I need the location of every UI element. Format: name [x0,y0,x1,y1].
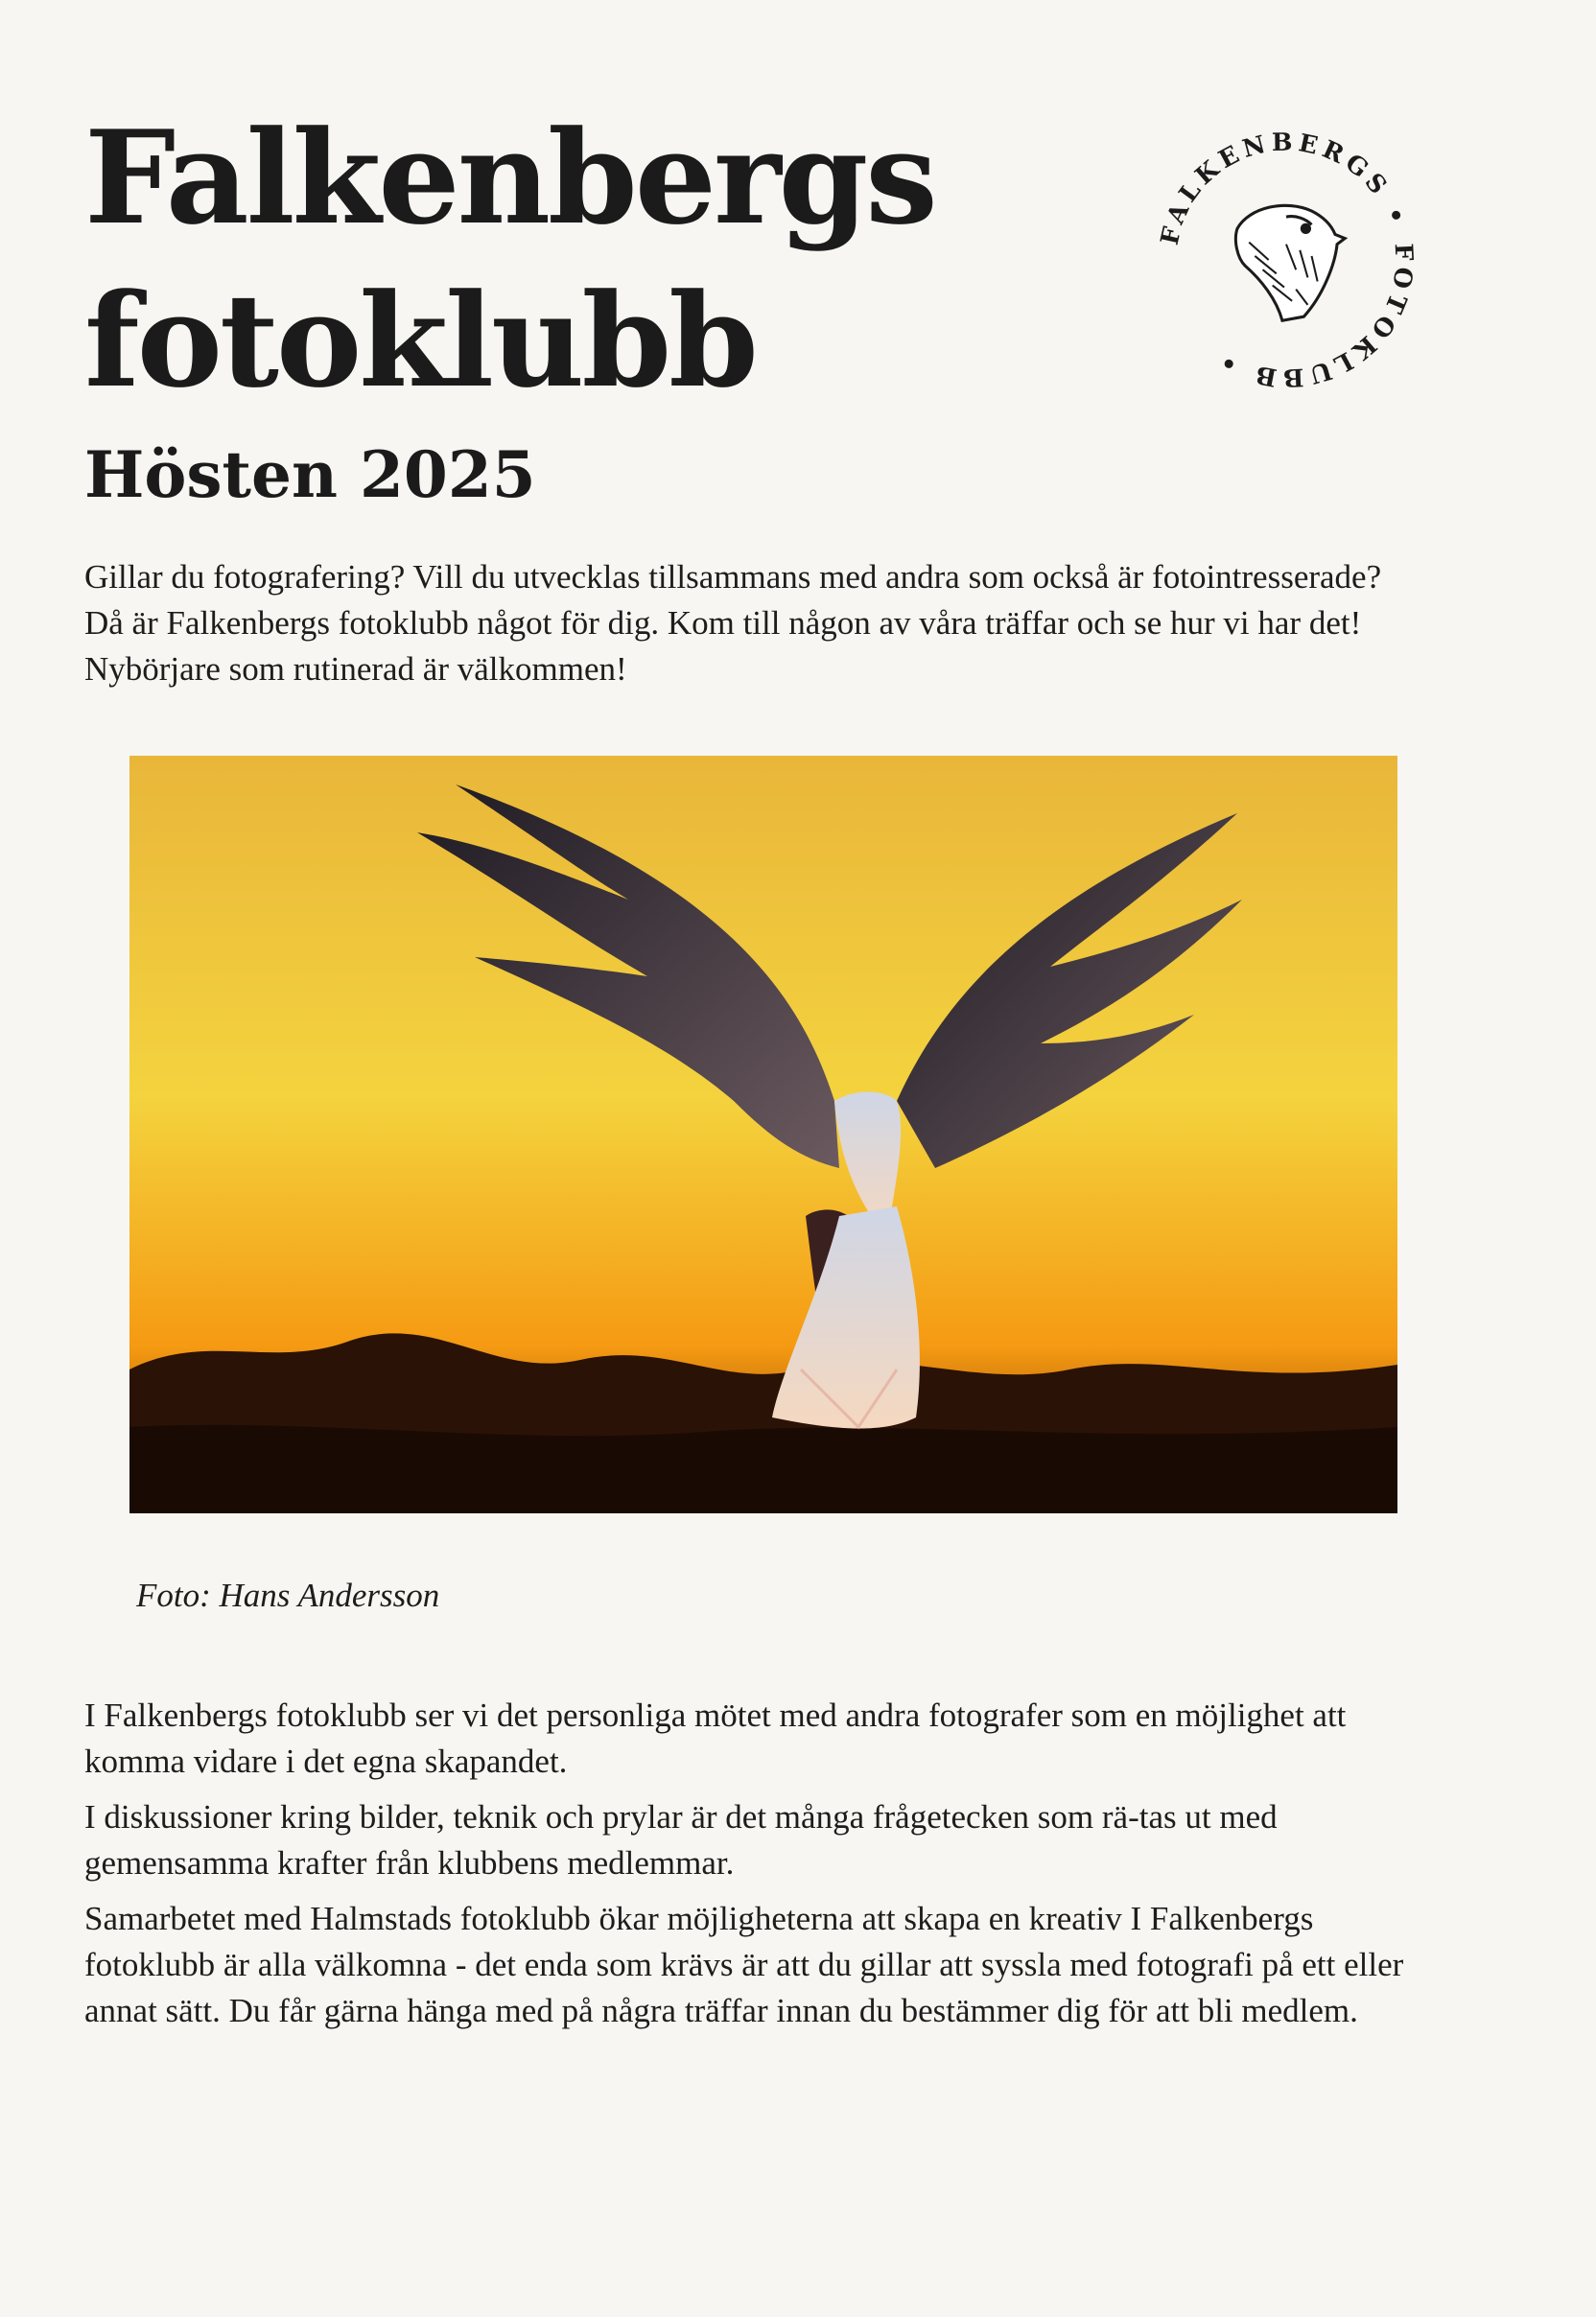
eagle-head-icon [1235,205,1345,320]
photo-caption: Foto: Hans Andersson [136,1577,440,1614]
body-text [84,1693,1437,2044]
body-paragraph: Samarbetet med Halmstads fotoklubb ökar möjligheterna att skapa en kreativ I Falkenbergs fotoklubb är alla välkomna - det enda som krävs är att du gillar att syssla med fotografi på ett eller annat sätt. Du får gärna hänga med på några träffar innan du bestämmer dig för att bli medlem. [84,1900,1404,2029]
title-line-1: Falkenbergs [84,102,935,253]
title-line-2: fotoklubb [84,265,756,416]
body-paragraph: I diskussioner kring bilder, teknik och prylar är det många frågetecken som rä-tas ut med gemensamma krafter från klubbens medlemmar. [84,1798,1278,1882]
body-paragraph: I Falkenbergs fotoklubb ser vi det personliga mötet med andra fotografer som en möjlighet att komma vidare i det egna skapandet. [84,1697,1347,1780]
page-title [84,96,1005,422]
intro-paragraph: Gillar du fotografering? Vill du utvecklas tillsammans med andra som också är fotointresserade? Då är Falkenbergs fotoklubb något för dig. Kom till någon av våra träffar och se hur vi har det! Nybörjare som rutinerad är välkommen! [84,558,1382,688]
logo-ring-text: FALKENBERGS • FOTOKLUBB • [1155,128,1419,392]
subtitle: Hösten 2025 [84,437,536,512]
club-logo [1139,113,1433,407]
gull-photo [129,756,1397,1513]
